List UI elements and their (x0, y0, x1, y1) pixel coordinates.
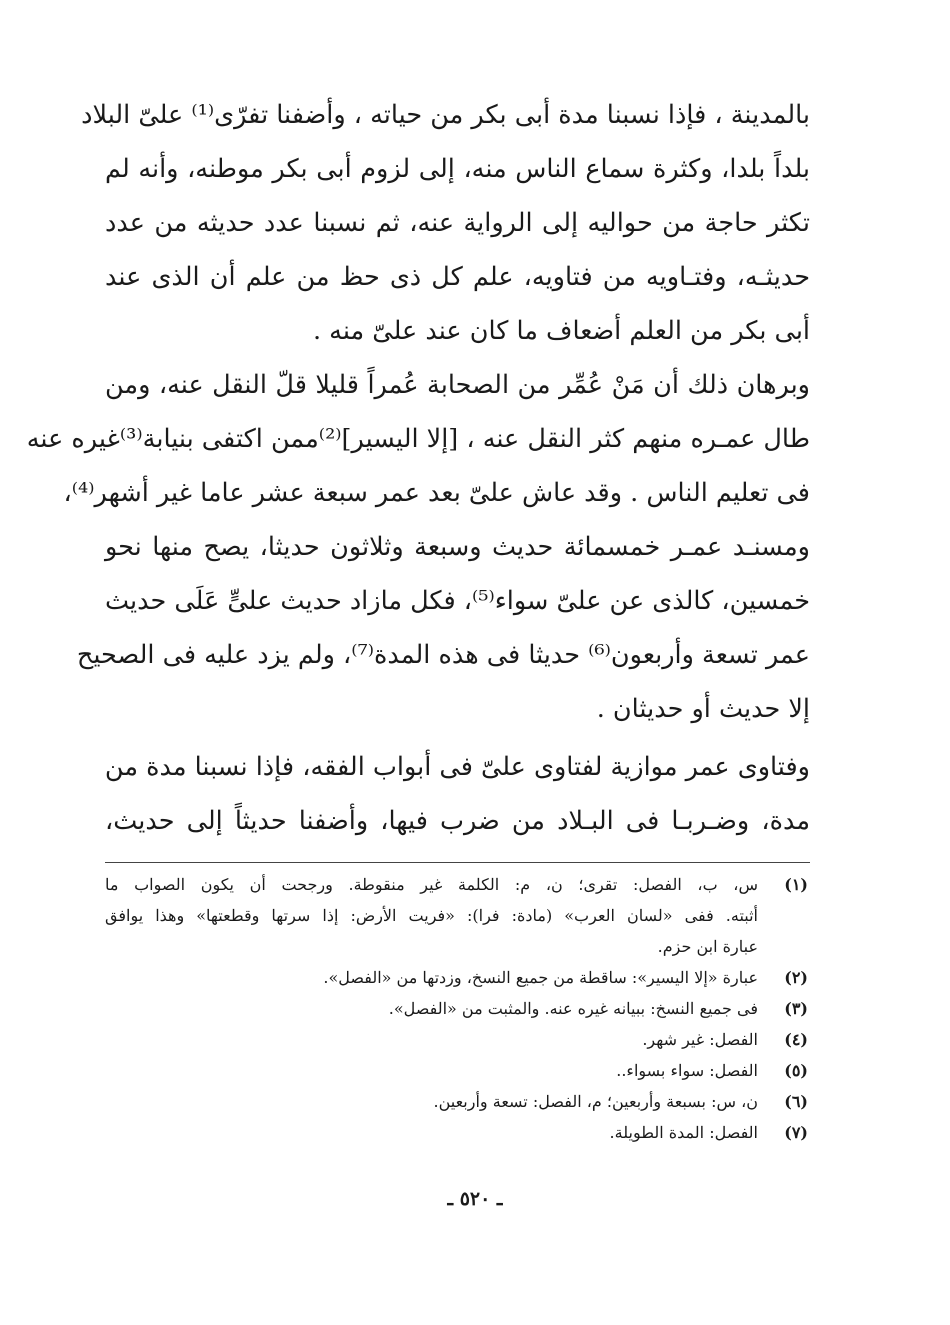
footnote-number: (٤) (784, 1030, 808, 1049)
text-line: إلا حديث أو حديثان . (596, 694, 810, 724)
footnote-text: ن، س: بسبعة وأربعين؛ م، الفصل: تسعة وأربعين. (433, 1092, 758, 1111)
text-line: خمسين، كالذى عن علىّ سواء⁽⁵⁾، فكل مازاد حديث علىٍّ عَلَى حديث (105, 586, 810, 616)
main-text (26, 88, 810, 848)
footnote-number: (٥) (784, 1061, 808, 1080)
footnote (105, 962, 810, 993)
footnote-text: فى جميع النسخ: ببيانه غيره عنه. والمثبت من «الفصل». (388, 999, 758, 1018)
paragraph (26, 358, 810, 736)
text-line: بلداً بلدا، وكثرة سماع الناس منه، إلى لزوم أبى بكر موطنه، وأنه لم (105, 154, 810, 184)
footnote-number: (١) (784, 875, 808, 894)
footnotes (105, 869, 810, 1148)
footnote (105, 993, 810, 1024)
footnote-divider (105, 862, 810, 863)
page-content (26, 88, 810, 1148)
text-line: أبى بكر من العلم أضعاف ما كان عند علىّ منه . (312, 316, 810, 346)
text-line: حديثـه، وفتـاويه من فتاويه، علم كل ذى حظ من علم أن الذى عند (105, 262, 810, 292)
footnote-text: الفصل: سواء بسواء.. (616, 1061, 758, 1080)
text-line: فى تعليم الناس . وقد عاش علىّ بعد عمر سبعة عشر عاما غير أشهر⁽⁴⁾، (63, 478, 810, 508)
footnote-text: عبارة «إلا اليسير»: ساقطة من جميع النسخ، وزدتها من «الفصل». (323, 968, 758, 987)
footnote (105, 1086, 810, 1117)
text-line: وبرهان ذلك أن مَنْ عُمِّر من الصحابة عُمراً قليلا قلّ النقل عنه، ومن (105, 370, 810, 400)
footnote-text: أثبته. ففى «لسان العرب» (مادة: فرا): «فريت الأرض: إذا سرتها وقطعتها» وهذا يوافق (105, 906, 758, 925)
paragraph (105, 740, 810, 848)
text-line: ومسنـد عمـر خمسمائة حديث وسبعة وثلاثون حديثا، يصح منها نحو (105, 532, 810, 562)
footnote (105, 1024, 810, 1055)
footnote-text: الفصل: المدة الطويلة. (609, 1123, 758, 1142)
footnote-number: (٢) (784, 968, 808, 987)
page-number: ـ ٥٢٠ ـ (447, 1188, 503, 1210)
footnote-text: الفصل: غير شهر. (642, 1030, 758, 1049)
text-line: بالمدينة ، فإذا نسبنا مدة أبى بكر من حياته ، وأضفنا تفرّى⁽¹⁾ علىّ البلاد (81, 100, 810, 130)
footnote (105, 869, 810, 962)
footnote (105, 1117, 810, 1148)
text-line: طال عمـره منهم كثر النقل عنه ، [إلا اليسير]⁽²⁾ممن اكتفى بنيابة⁽³⁾غيره عنه (26, 424, 810, 454)
footnote-text: س، ب، الفصل: تقرى؛ ن، م: الكلمة غير منقوطة. ورجحت أن يكون الصواب ما (105, 875, 758, 894)
footnote-text: عبارة ابن حزم. (657, 937, 758, 956)
text-line: وفتاوى عمر موازية لفتاوى علىّ فى أبواب الفقه، فإذا نسبنا مدة من (104, 752, 810, 782)
text-line: عمر تسعة وأربعون⁽⁶⁾ حديثا فى هذه المدة⁽⁷⁾، ولم يزد عليه فى الصحيح (76, 640, 810, 670)
footnote-number: (٧) (784, 1123, 808, 1142)
text-line: مدة، وضـربـا فى البـلاد من ضرب فيها، وأضفنا حديثاً إلى حديث، (105, 806, 810, 836)
footnote (105, 1055, 810, 1086)
paragraph (81, 88, 810, 358)
footnote-number: (٦) (784, 1092, 808, 1111)
text-line: تكثر حاجة من حواليه إلى الرواية عنه، ثم نسبنا عدد حديثه من عدد (105, 208, 810, 238)
footnote-number: (٣) (784, 999, 808, 1018)
